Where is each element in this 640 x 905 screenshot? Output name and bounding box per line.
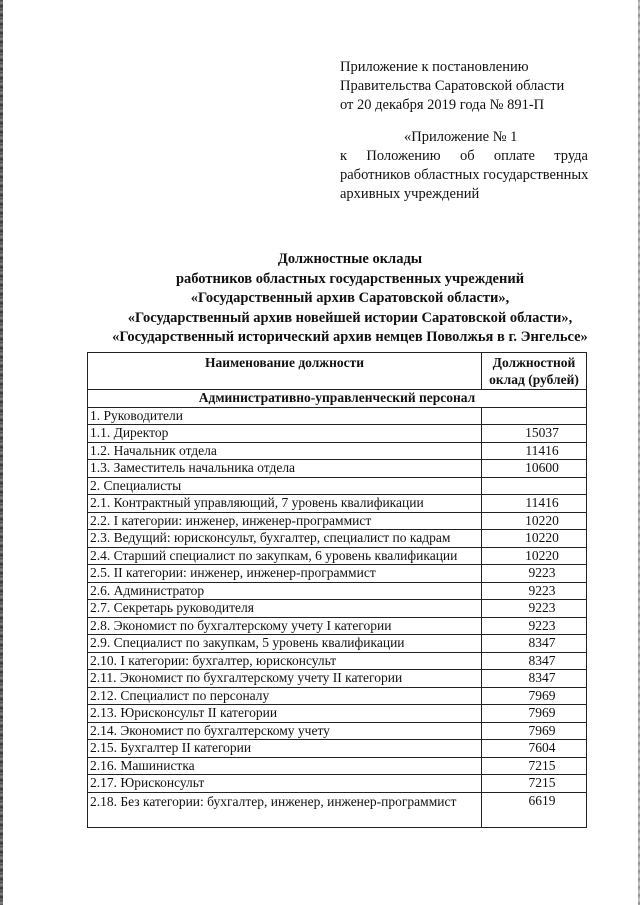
salary-value: 9223	[482, 565, 587, 583]
position-name: 1.3. Заместитель начальника отдела	[88, 460, 482, 478]
appendix-line: от 20 декабря 2019 года № 891-П	[340, 97, 545, 113]
salary-value: 6619	[482, 792, 587, 827]
position-name: 1. Руководители	[88, 407, 482, 425]
position-name: 2.4. Старший специалист по закупкам, 6 уровень квалификации	[88, 547, 482, 565]
header-position-name: Наименование должности	[88, 353, 482, 390]
table-row	[88, 792, 587, 827]
table-row	[88, 495, 587, 513]
position-name: 2. Специалисты	[88, 477, 482, 495]
table-row	[88, 722, 587, 740]
table-row	[88, 687, 587, 705]
salary-value: 10220	[482, 547, 587, 565]
position-name: 2.14. Экономист по бухгалтерскому учету	[88, 722, 482, 740]
salary-value: 7215	[482, 757, 587, 775]
salary-value: 10220	[482, 512, 587, 530]
table-row	[88, 530, 587, 548]
title-line: работников областных государственных учреждений	[175, 270, 525, 287]
salary-table	[87, 352, 587, 828]
position-name: 2.17. Юрисконсульт	[88, 775, 482, 793]
salary-value: 8347	[482, 635, 587, 653]
salary-value	[482, 407, 587, 425]
position-name: 2.13. Юрисконсульт II категории	[88, 705, 482, 723]
appendix-line: Правительства Саратовской области	[340, 78, 565, 94]
table-header-row	[88, 353, 587, 390]
position-name: 2.8. Экономист по бухгалтерскому учету I категории	[88, 617, 482, 635]
title-line: Должностные оклады	[277, 251, 423, 267]
position-name: 2.1. Контрактный управляющий, 7 уровень квалификации	[88, 495, 482, 513]
salary-value: 8347	[482, 652, 587, 670]
salary-value: 7969	[482, 705, 587, 723]
table-row	[88, 442, 587, 460]
salary-value: 10600	[482, 460, 587, 478]
salary-value: 10220	[482, 530, 587, 548]
position-name: 2.12. Специалист по персоналу	[88, 687, 482, 705]
table-row	[88, 775, 587, 793]
table-row	[88, 705, 587, 723]
title-line: «Государственный исторический архив немцев Поволжья в г. Энгельсе»	[112, 329, 588, 345]
position-name: 2.11. Экономист по бухгалтерскому учету II категории	[88, 670, 482, 688]
salary-value: 15037	[482, 425, 587, 443]
table-row	[88, 582, 587, 600]
appendix-line: Приложение к постановлению	[340, 59, 529, 75]
salary-value: 7215	[482, 775, 587, 793]
table-row	[88, 635, 587, 653]
salary-value: 11416	[482, 495, 587, 513]
salary-value: 9223	[482, 617, 587, 635]
position-name: 2.5. II категории: инженер, инженер-программист	[88, 565, 482, 583]
appendix-ref-line: архивных учреждений	[340, 186, 480, 202]
position-name: 2.15. Бухгалтер II категории	[88, 740, 482, 758]
header-salary-line1: Должностной	[492, 355, 576, 370]
table-row	[88, 512, 587, 530]
appendix-number: «Приложение № 1	[404, 129, 518, 145]
salary-value: 7969	[482, 722, 587, 740]
position-name: 2.3. Ведущий: юрисконсульт, бухгалтер, специалист по кадрам	[88, 530, 482, 548]
scan-edge-left	[0, 0, 3, 905]
appendix-reference	[340, 128, 588, 204]
position-name: 2.7. Секретарь руководителя	[88, 600, 482, 618]
salary-value: 9223	[482, 582, 587, 600]
document-title	[60, 250, 640, 348]
position-name: 2.2. I категории: инженер, инженер-программист	[88, 512, 482, 530]
position-name: 2.16. Машинистка	[88, 757, 482, 775]
salary-value: 7604	[482, 740, 587, 758]
salary-value: 11416	[482, 442, 587, 460]
table-row	[88, 425, 587, 443]
section-row	[88, 390, 587, 408]
table-row	[88, 460, 587, 478]
salary-value: 8347	[482, 670, 587, 688]
table-row	[88, 407, 587, 425]
title-line: «Государственный архив Саратовской области»,	[190, 290, 510, 306]
title-line: «Государственный архив новейшей истории Саратовской области»,	[127, 309, 573, 326]
table-row	[88, 740, 587, 758]
table-row	[88, 477, 587, 495]
table-row	[88, 757, 587, 775]
position-name: 1.2. Начальник отдела	[88, 442, 482, 460]
salary-value: 7969	[482, 687, 587, 705]
table-row	[88, 670, 587, 688]
section-title: Административно-управленческий персонал	[88, 390, 587, 408]
table-row	[88, 547, 587, 565]
position-name: 2.6. Администратор	[88, 582, 482, 600]
appendix-ref-line: к Положению об оплате труда	[340, 148, 588, 164]
salary-value: 9223	[482, 600, 587, 618]
header-salary	[482, 353, 587, 390]
header-salary-line2: оклад (рублей)	[489, 372, 579, 387]
table-row	[88, 565, 587, 583]
position-name: 2.10. I категории: бухгалтер, юрисконсульт	[88, 652, 482, 670]
salary-value	[482, 477, 587, 495]
position-name: 1.1. Директор	[88, 425, 482, 443]
position-name: 2.9. Специалист по закупкам, 5 уровень квалификации	[88, 635, 482, 653]
table-row	[88, 652, 587, 670]
table-row	[88, 617, 587, 635]
appendix-header	[340, 58, 590, 115]
position-name: 2.18. Без категории: бухгалтер, инженер, инженер-программист	[88, 792, 482, 827]
appendix-ref-line: работников областных государственных	[340, 167, 589, 183]
table-row	[88, 600, 587, 618]
